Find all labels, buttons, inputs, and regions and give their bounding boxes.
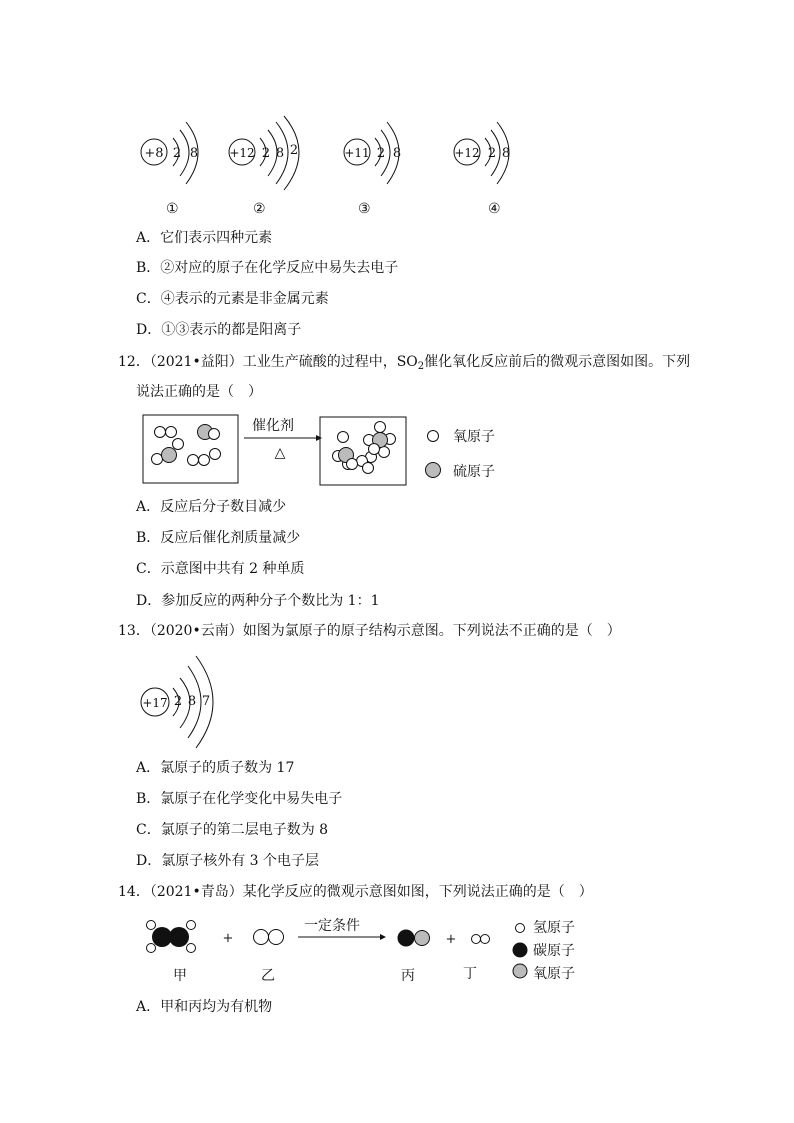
shell-3-count: 2 [289,143,299,158]
molecule-yi [254,930,284,945]
diagram-label-3: ③ [358,201,371,217]
q13-option-b: B．氯原子在化学变化中易失电子 [136,791,343,807]
diagram-label-4: ④ [488,201,501,217]
catalyst-label: 催化剂 [252,418,294,434]
label-yi: 乙 [261,968,275,984]
label-jia: 甲 [173,968,187,984]
q13-option-c: C．氯原子的第二层电子数为 8 [136,822,329,838]
atom-diagram-4 [453,130,533,190]
legend-hydrogen-label: 氢原子 [533,920,575,936]
atom-diagram-1 [140,130,220,190]
q12-stem-line2: 说法正确的是（ ） [136,384,262,400]
molecule-bing [398,930,430,947]
nucleus-charge-2: +12 [229,146,255,160]
q12-reaction-diagram [140,412,520,492]
nucleus-charge-1: +8 [144,146,164,161]
q11-option-c: C．④表示的元素是非金属元素 [136,291,329,307]
q11-option-d: D．①③表示的都是阳离子 [136,322,302,338]
q12-option-c: C．示意图中共有 2 种单质 [136,561,305,577]
heat-symbol: △ [274,445,286,461]
atom-diagram-2 [228,130,318,190]
shell-2-count: 8 [501,146,511,161]
label-bing: 丙 [401,968,415,984]
q14-reaction-diagram [140,912,600,992]
plus-sign-2: + [445,932,457,947]
nucleus-charge-4: +12 [454,146,480,160]
legend-carbon-label: 碳原子 [533,943,575,959]
molecule-ding [472,935,490,944]
shell-1-count: 2 [173,694,183,709]
plus-sign-1: + [222,931,234,946]
chlorine-atom-diagram [140,680,230,740]
nucleus-charge-3: +11 [344,146,370,160]
shell-2-count: 8 [187,694,197,709]
q12-option-a: A．反应后分子数目减少 [136,499,287,515]
q12-stem-prefix: 12．（2021•益阳）工业生产硫酸的过程中，SO [118,354,418,370]
q13-stem: 13．（2020•云南）如图为氯原子的原子结构示意图。下列说法不正确的是（ ） [118,623,621,639]
shell-3-count: 7 [201,694,211,709]
diagram-label-2: ② [253,201,266,217]
shell-2-count: 8 [275,146,285,161]
q12-stem-subscript: 2 [417,361,425,372]
shell-1-count: 2 [172,146,182,161]
molecule-jia [147,921,196,953]
q14-option-a: A．甲和丙均为有机物 [136,999,273,1015]
legend-sulfur-label: 硫原子 [453,464,495,480]
q13-option-d: D．氯原子核外有 3 个电子层 [136,853,320,869]
label-ding: 丁 [463,966,477,982]
q12-option-b: B．反应后催化剂质量减少 [136,530,301,546]
atom-diagram-3 [343,130,423,190]
legend-oxygen-label: 氧原子 [453,429,495,445]
q12-stem [118,353,690,371]
q14-stem: 14．（2021•青岛）某化学反应的微观示意图如图，下列说法正确的是（ ） [118,884,593,900]
shell-1-count: 2 [376,146,386,161]
nucleus-charge: +17 [142,696,168,710]
condition-label: 一定条件 [304,918,360,934]
shell-2-count: 8 [392,146,402,161]
legend-oxygen-label: 氧原子 [533,966,575,982]
q12-stem-suffix: 催化氧化反应前后的微观示意图如图。下列 [424,354,691,370]
q13-option-a: A．氯原子的质子数为 17 [136,760,295,776]
q11-option-b: B．②对应的原子在化学反应中易失去电子 [136,260,399,276]
diagram-label-1: ① [166,201,179,217]
q11-option-a: A．它们表示四种元素 [136,230,273,246]
q12-option-d: D．参加反应的两种分子个数比为 1：1 [136,593,380,609]
shell-1-count: 2 [487,146,497,161]
shell-1-count: 2 [261,146,271,161]
shell-2-count: 8 [189,146,199,161]
